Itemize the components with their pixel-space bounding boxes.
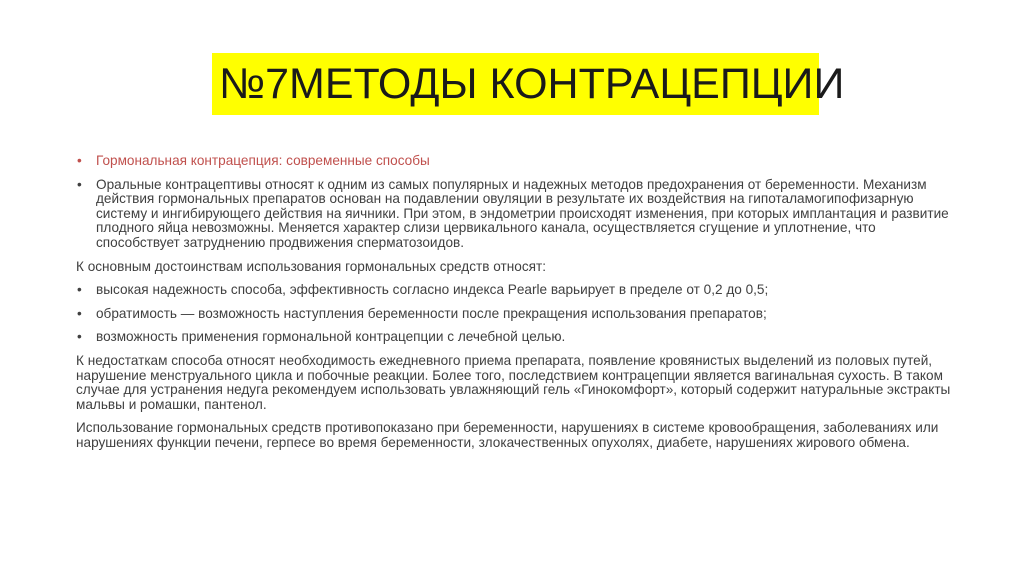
paragraph: К недостаткам способа относят необходимость ежедневного приема препарата, появление кровянистых выделений из половых путей, нарушение менструального цикла и побочные реакции. Более того, последствием контрацепции является вагинальная сухость. В таком случае для устранения недуга рекомендуем использовать увлажняющий гель «Гинокомфорт», который содержит натуральные экстракты мальвы и ромашки, пантенол. (76, 352, 951, 412)
slide-body (76, 154, 956, 460)
list-item (76, 178, 956, 251)
bullet-text: обратимость — возможность наступления беременности после прекращения использования препаратов; (96, 305, 767, 321)
bullet-text: возможность применения гормональной контрацепции с лечебной целью. (96, 329, 566, 345)
bullet-icon: • (77, 153, 82, 168)
title-highlight (212, 53, 845, 115)
list-item (76, 154, 956, 169)
bullet-text: высокая надежность способа, эффективность согласно индекса Pearle варьирует в пределе от 0,2 до 0,5; (96, 282, 769, 298)
list-item (76, 330, 956, 345)
slide-title: №7МЕТОДЫ КОНТРАЦЕПЦИИ (219, 60, 845, 108)
bullet-text: Гормональная контрацепция: современные способы (96, 153, 430, 168)
bullet-icon: • (77, 176, 82, 192)
list-item (76, 283, 956, 298)
paragraph: К основным достоинствам использования гормональных средств относят: (76, 258, 546, 274)
list-item (76, 307, 956, 322)
bullet-icon: • (77, 329, 82, 345)
bullet-icon: • (77, 305, 82, 321)
bullet-text: Оральные контрацептивы относят к одним из самых популярных и надежных методов предохранения от беременности. Механизм действия гормональных препаратов основан на подавлении овуляции в результате их воздействия на гипоталамогипофизарную систему и ингибирующего действия на яичники. При этом, в эндометрии происходят изменения, при которых имплантация и развитие плодного яйца невозможны. Меняется характер слизи цервикального канала, осуществляется сгущение и уплотнение, что способствует затруднению продвижения сперматозоидов. (96, 176, 949, 250)
bullet-icon: • (77, 282, 82, 298)
paragraph: Использование гормональных средств противопоказано при беременности, нарушениях в системе кровообращения, заболеваниях или нарушениях функции печени, герпесе во время беременности, злокачественных опухолях, диабете, нарушениях жирового обмена. (76, 420, 939, 450)
